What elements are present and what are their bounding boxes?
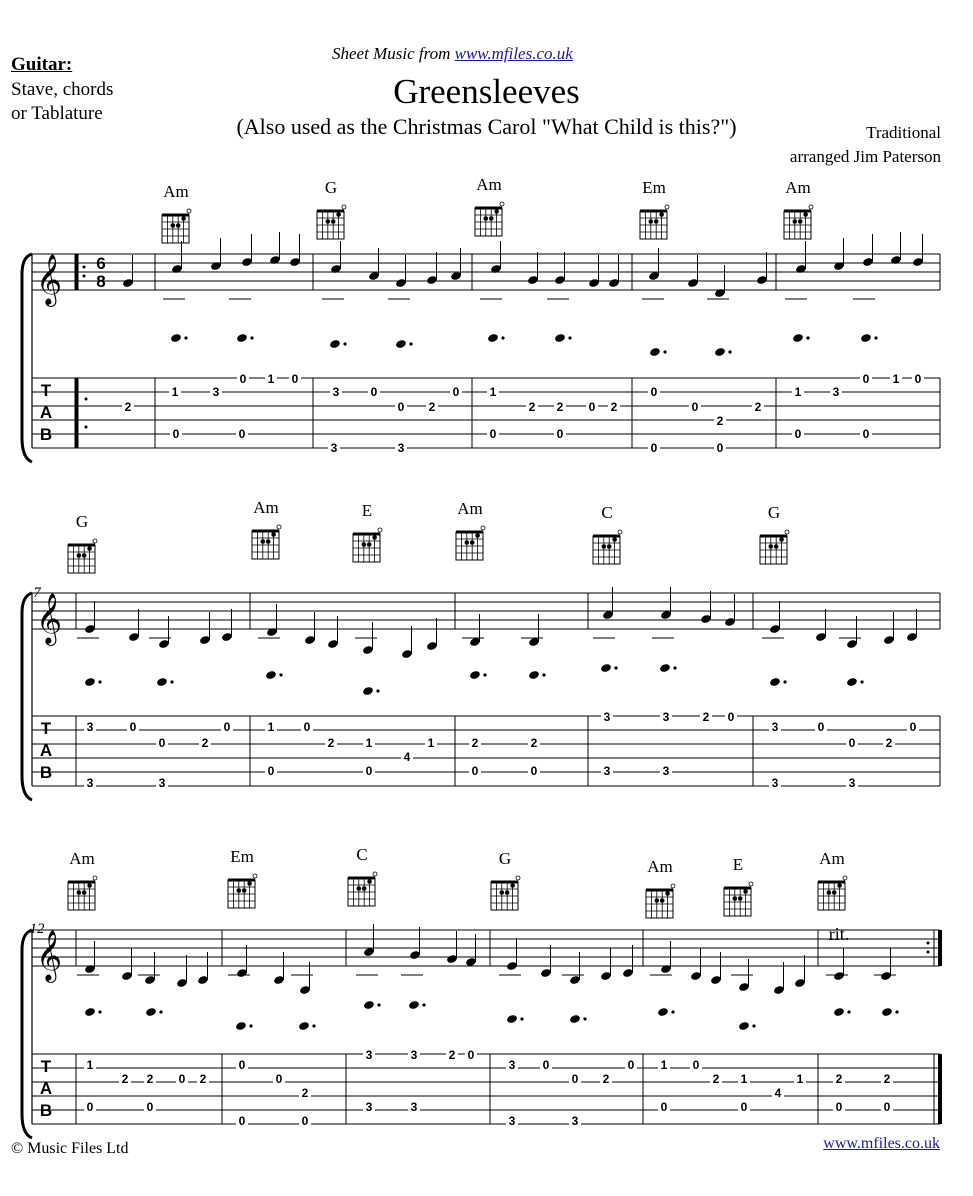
note-head <box>363 1000 375 1010</box>
tab-fret-number: 1 <box>427 736 435 750</box>
chord-finger-dot <box>654 219 659 224</box>
tab-fret-number: 2 <box>471 736 479 750</box>
chord-name: Am <box>476 175 502 194</box>
dot <box>376 689 379 692</box>
arranger: arranged Jim Paterson <box>789 147 941 166</box>
chord-finger-dot <box>242 888 247 893</box>
dot <box>663 350 666 353</box>
chord-name: Em <box>642 178 666 197</box>
tab-fret-number: 1 <box>892 372 900 386</box>
chord-finger-dot <box>465 540 470 545</box>
tab-fret-number: 2 <box>199 1072 207 1086</box>
chord-finger-dot <box>176 223 181 228</box>
note-head <box>833 1007 845 1017</box>
dot <box>422 1003 425 1006</box>
dot <box>895 1010 898 1013</box>
tab-fret-number: 3 <box>397 441 405 455</box>
tab-fret-number: 0 <box>238 427 246 441</box>
treble-clef-icon: 𝄞 <box>35 255 63 304</box>
tab-fret-number: 3 <box>508 1114 516 1128</box>
dot <box>184 336 187 339</box>
tab-fret-number: 2 <box>712 1072 720 1086</box>
chord-finger-dot <box>505 890 510 895</box>
chord-finger-dot <box>367 542 372 547</box>
tab-fret-number: 0 <box>627 1058 635 1072</box>
tab-fret-number: 3 <box>571 1114 579 1128</box>
chord-open-string <box>187 209 191 213</box>
chord-finger-dot <box>779 537 784 542</box>
tab-fret-number: 2 <box>327 736 335 750</box>
dot <box>98 680 101 683</box>
note-head <box>298 1021 310 1031</box>
dot <box>806 336 809 339</box>
repeat-dot <box>83 266 86 269</box>
tab-fret-number: 2 <box>428 400 436 414</box>
composer: Traditional <box>866 123 941 142</box>
chord-open-string <box>665 205 669 209</box>
tab-fret-number: 0 <box>914 372 922 386</box>
note-head <box>846 677 858 687</box>
tab-fret-number: 0 <box>835 1100 843 1114</box>
chord-finger-dot <box>372 535 377 540</box>
tab-fret-number: 3 <box>662 764 670 778</box>
tab-fret-number: 1 <box>86 1058 94 1072</box>
dot <box>542 673 545 676</box>
tab-fret-number: 3 <box>832 385 840 399</box>
chord-name: Am <box>819 849 845 868</box>
tab-fret-number: 0 <box>275 1072 283 1086</box>
tab-fret-number: 0 <box>691 400 699 414</box>
chord-open-string <box>373 872 377 876</box>
copyright: © Music Files Ltd <box>11 1140 129 1157</box>
chord-name: Am <box>457 499 483 518</box>
chord-finger-dot <box>803 212 808 217</box>
tab-fret-number: 0 <box>542 1058 550 1072</box>
format-line-1: Stave, chords <box>11 79 114 100</box>
tab-fret-number: 0 <box>178 1072 186 1086</box>
note-head <box>649 347 661 357</box>
tab-fret-number: 0 <box>471 764 479 778</box>
chord-open-string <box>843 876 847 880</box>
dot <box>752 1024 755 1027</box>
dot <box>377 1003 380 1006</box>
page-title: Greensleeves <box>393 72 580 111</box>
tab-fret-number: 0 <box>158 736 166 750</box>
chord-finger-dot <box>665 891 670 896</box>
tab-fret-number: 0 <box>862 427 870 441</box>
tab-fret-number: 3 <box>603 764 611 778</box>
tab-fret-number: 0 <box>883 1100 891 1114</box>
chord-finger-dot <box>660 898 665 903</box>
chord-finger-dot <box>484 216 489 221</box>
note-head <box>265 670 277 680</box>
chord-finger-dot <box>494 209 499 214</box>
chord-open-string <box>671 884 675 888</box>
chord-finger-dot <box>743 889 748 894</box>
chord-finger-dot <box>470 540 475 545</box>
tab-fret-number: 3 <box>158 776 166 790</box>
chord-name: E <box>732 855 744 874</box>
tab-fret-number: 2 <box>201 736 209 750</box>
note-head <box>554 333 566 343</box>
note-head <box>738 1021 750 1031</box>
tab-fret-number: 1 <box>365 736 373 750</box>
note-head <box>506 1014 518 1024</box>
tab-fret-number: 0 <box>660 1100 668 1114</box>
chord-finger-dot <box>602 544 607 549</box>
tab-fret-number: 3 <box>212 385 220 399</box>
chord-name: G <box>498 849 512 868</box>
chord-finger-dot <box>798 219 803 224</box>
chord-finger-dot <box>247 881 252 886</box>
repeat-dot <box>85 398 88 401</box>
chord-open-string <box>342 205 346 209</box>
repeat-dot <box>85 426 88 429</box>
tab-fret-number: 2 <box>610 400 618 414</box>
source-link[interactable]: www.mfiles.co.uk <box>454 44 573 63</box>
dot <box>673 666 676 669</box>
tab-letter: A <box>39 741 53 760</box>
tab-fret-number: 2 <box>301 1086 309 1100</box>
system-2 <box>22 525 940 800</box>
tab-fret-number: 4 <box>403 750 411 764</box>
chord-finger-dot <box>362 542 367 547</box>
tab-fret-number: 0 <box>650 441 658 455</box>
dot <box>98 1010 101 1013</box>
tab-fret-number: 2 <box>702 710 710 724</box>
tab-fret-number: 0 <box>727 710 735 724</box>
tab-fret-number: 3 <box>86 720 94 734</box>
dot <box>249 1024 252 1027</box>
tab-fret-number: 0 <box>530 764 538 778</box>
dot <box>501 336 504 339</box>
note-head <box>362 686 374 696</box>
tab-fret-number: 1 <box>267 372 275 386</box>
note-head <box>487 333 499 343</box>
tab-fret-number: 0 <box>301 1114 309 1128</box>
tab-fret-number: 2 <box>556 400 564 414</box>
note-head <box>170 333 182 343</box>
tab-fret-number: 0 <box>489 427 497 441</box>
tab-fret-number: 0 <box>817 720 825 734</box>
note-head <box>569 1014 581 1024</box>
tab-fret-number: 3 <box>848 776 856 790</box>
tab-fret-number: 0 <box>370 385 378 399</box>
chord-finger-dot <box>733 896 738 901</box>
tab-letter: T <box>40 381 52 400</box>
chord-finger-dot <box>607 544 612 549</box>
dot <box>728 350 731 353</box>
tab-fret-number: 0 <box>716 441 724 455</box>
tab-fret-number: 3 <box>662 710 670 724</box>
tab-fret-number: 2 <box>754 400 762 414</box>
dot <box>170 680 173 683</box>
chord-finger-dot <box>827 890 832 895</box>
chord-finger-dot <box>331 219 336 224</box>
tab-fret-number: 2 <box>883 1072 891 1086</box>
chord-open-string <box>481 526 485 530</box>
tab-fret-number: 0 <box>650 385 658 399</box>
repeat-dot <box>927 942 930 945</box>
note-head <box>792 333 804 343</box>
repeat-dot <box>83 275 86 278</box>
tab-fret-number: 2 <box>885 736 893 750</box>
tab-fret-number: 0 <box>267 764 275 778</box>
chord-finger-dot <box>266 539 271 544</box>
time-signature-bottom: 8 <box>96 272 106 291</box>
chord-finger-dot <box>336 212 341 217</box>
chord-open-string <box>277 525 281 529</box>
chord-open-string <box>618 530 622 534</box>
chord-finger-dot <box>489 216 494 221</box>
tab-letter: T <box>40 719 52 738</box>
chord-name: Am <box>647 857 673 876</box>
chord-open-string <box>93 876 97 880</box>
note-head <box>860 333 872 343</box>
tab-fret-number: 0 <box>146 1100 154 1114</box>
chord-finger-dot <box>362 886 367 891</box>
tab-fret-number: 3 <box>410 1048 418 1062</box>
tab-fret-number: 1 <box>796 1072 804 1086</box>
chord-name: Am <box>253 498 279 517</box>
tab-fret-number: 3 <box>86 776 94 790</box>
tab-fret-number: 0 <box>848 736 856 750</box>
tab-letter: B <box>39 763 53 782</box>
note-head <box>528 670 540 680</box>
chord-finger-dot <box>769 544 774 549</box>
chord-finger-dot <box>774 544 779 549</box>
tab-fret-number: 0 <box>86 1100 94 1114</box>
tab-fret-number: 0 <box>909 720 917 734</box>
note-head <box>769 677 781 687</box>
tab-fret-number: 1 <box>267 720 275 734</box>
tab-fret-number: 2 <box>528 400 536 414</box>
chord-name: Am <box>785 178 811 197</box>
dot <box>614 666 617 669</box>
note-head <box>235 1021 247 1031</box>
dot <box>671 1010 674 1013</box>
tab-fret-number: 3 <box>771 776 779 790</box>
chord-open-string <box>500 202 504 206</box>
chord-open-string <box>749 882 753 886</box>
chord-finger-dot <box>171 223 176 228</box>
chord-open-string <box>785 530 789 534</box>
dot <box>860 680 863 683</box>
tab-fret-number: 2 <box>448 1048 456 1062</box>
chord-finger-dot <box>837 883 842 888</box>
tab-fret-number: 1 <box>740 1072 748 1086</box>
dot <box>312 1024 315 1027</box>
dot <box>250 336 253 339</box>
chord-open-string <box>809 205 813 209</box>
tab-letter: T <box>40 1057 52 1076</box>
tab-fret-number: 0 <box>365 764 373 778</box>
tab-fret-number: 3 <box>332 385 340 399</box>
chord-name: Em <box>230 847 254 866</box>
chord-finger-dot <box>271 532 276 537</box>
time-signature-top: 6 <box>96 254 106 273</box>
chord-finger-dot <box>500 890 505 895</box>
note-head <box>84 1007 96 1017</box>
chord-finger-dot <box>82 890 87 895</box>
chord-name: E <box>361 501 373 520</box>
chord-finger-dot <box>475 533 480 538</box>
tab-fret-number: 3 <box>771 720 779 734</box>
note-head <box>395 339 407 349</box>
tab-fret-number: 0 <box>303 720 311 734</box>
tab-letter: A <box>39 403 53 422</box>
chord-finger-dot <box>832 890 837 895</box>
page-subtitle: (Also used as the Christmas Carol "What Child is this?") <box>236 114 737 139</box>
chord-name: C <box>601 503 613 522</box>
tab-fret-number: 0 <box>223 720 231 734</box>
chord-open-string <box>516 876 520 880</box>
system-3 <box>22 872 940 1138</box>
chord-finger-dot <box>357 886 362 891</box>
footer-link[interactable]: www.mfiles.co.uk <box>823 1135 940 1152</box>
tab-fret-number: 2 <box>121 1072 129 1086</box>
tab-fret-number: 0 <box>172 427 180 441</box>
tab-fret-number: 3 <box>410 1100 418 1114</box>
note-head <box>714 347 726 357</box>
chord-finger-dot <box>77 890 82 895</box>
tab-fret-number: 0 <box>291 372 299 386</box>
measure-number: 12 <box>29 921 45 937</box>
dot <box>159 1010 162 1013</box>
chord-finger-dot <box>793 219 798 224</box>
note-head <box>84 677 96 687</box>
chord-finger-dot <box>77 553 82 558</box>
tab-fret-number: 3 <box>330 441 338 455</box>
tab-fret-number: 0 <box>556 427 564 441</box>
chord-name: Am <box>163 182 189 201</box>
system-bracket <box>22 593 32 800</box>
chord-name: G <box>75 512 89 531</box>
note-head <box>657 1007 669 1017</box>
chord-finger-dot <box>738 896 743 901</box>
chord-finger-dot <box>649 219 654 224</box>
source-prefix: Sheet Music from <box>332 44 455 63</box>
dot <box>483 673 486 676</box>
tab-fret-number: 3 <box>365 1100 373 1114</box>
chord-finger-dot <box>510 883 515 888</box>
tab-fret-number: 0 <box>238 1058 246 1072</box>
tab-fret-number: 0 <box>239 372 247 386</box>
tab-fret-number: 0 <box>571 1072 579 1086</box>
chord-name: G <box>767 503 781 522</box>
chord-name: G <box>324 178 338 197</box>
chord-finger-dot <box>87 883 92 888</box>
note-head <box>408 1000 420 1010</box>
chord-finger-dot <box>87 546 92 551</box>
treble-clef-icon: 𝄞 <box>35 594 63 643</box>
dot <box>568 336 571 339</box>
tab-fret-number: 1 <box>660 1058 668 1072</box>
dot <box>279 673 282 676</box>
chord-finger-dot <box>655 898 660 903</box>
chord-finger-dot <box>659 212 664 217</box>
chord-finger-dot <box>367 879 372 884</box>
tab-fret-number: 2 <box>716 414 724 428</box>
chord-finger-dot <box>82 553 87 558</box>
chord-finger-dot <box>181 216 186 221</box>
tab-fret-number: 0 <box>862 372 870 386</box>
note-head <box>156 677 168 687</box>
note-head <box>469 670 481 680</box>
chord-name: C <box>356 845 368 864</box>
tab-fret-number: 0 <box>794 427 802 441</box>
tab-fret-number: 0 <box>740 1100 748 1114</box>
tab-fret-number: 0 <box>467 1048 475 1062</box>
dot <box>874 336 877 339</box>
tab-letter: B <box>39 1101 53 1120</box>
tab-fret-number: 2 <box>835 1072 843 1086</box>
dot <box>409 342 412 345</box>
tab-fret-number: 0 <box>692 1058 700 1072</box>
tab-fret-number: 0 <box>397 400 405 414</box>
tab-fret-number: 1 <box>171 385 179 399</box>
tab-fret-number: 2 <box>146 1072 154 1086</box>
tab-fret-number: 0 <box>452 385 460 399</box>
dot <box>520 1017 523 1020</box>
tab-fret-number: 0 <box>129 720 137 734</box>
tab-fret-number: 2 <box>530 736 538 750</box>
chord-name: Am <box>69 849 95 868</box>
system-bracket <box>22 930 32 1138</box>
tab-fret-number: 2 <box>602 1072 610 1086</box>
note-head <box>881 1007 893 1017</box>
chord-finger-dot <box>261 539 266 544</box>
note-head <box>659 663 671 673</box>
tempo-marking: rit. <box>828 924 850 944</box>
tab-fret-number: 3 <box>508 1058 516 1072</box>
tab-fret-number: 0 <box>238 1114 246 1128</box>
tab-fret-number: 3 <box>365 1048 373 1062</box>
repeat-dot <box>927 951 930 954</box>
treble-clef-icon: 𝄞 <box>35 931 63 980</box>
chord-finger-dot <box>612 537 617 542</box>
tab-fret-number: 0 <box>588 400 596 414</box>
note-head <box>329 339 341 349</box>
note-head <box>145 1007 157 1017</box>
chord-finger-dot <box>326 219 331 224</box>
note-head <box>600 663 612 673</box>
chord-open-string <box>93 539 97 543</box>
chord-finger-dot <box>237 888 242 893</box>
instrument-label: Guitar: <box>11 54 73 75</box>
dot <box>783 680 786 683</box>
tab-fret-number: 1 <box>794 385 802 399</box>
dot <box>847 1010 850 1013</box>
tab-fret-number: 1 <box>489 385 497 399</box>
tab-letter: A <box>39 1079 53 1098</box>
tab-fret-number: 3 <box>603 710 611 724</box>
tab-fret-number: 4 <box>774 1086 782 1100</box>
dot <box>343 342 346 345</box>
system-1 <box>22 202 940 462</box>
format-line-2: or Tablature <box>11 103 103 124</box>
dot <box>583 1017 586 1020</box>
note-head <box>236 333 248 343</box>
measure-number: 7 <box>33 585 41 601</box>
tab-letter: B <box>39 425 53 444</box>
chord-open-string <box>253 874 257 878</box>
chord-open-string <box>378 528 382 532</box>
tab-fret-number: 2 <box>124 400 132 414</box>
system-bracket <box>22 254 32 462</box>
